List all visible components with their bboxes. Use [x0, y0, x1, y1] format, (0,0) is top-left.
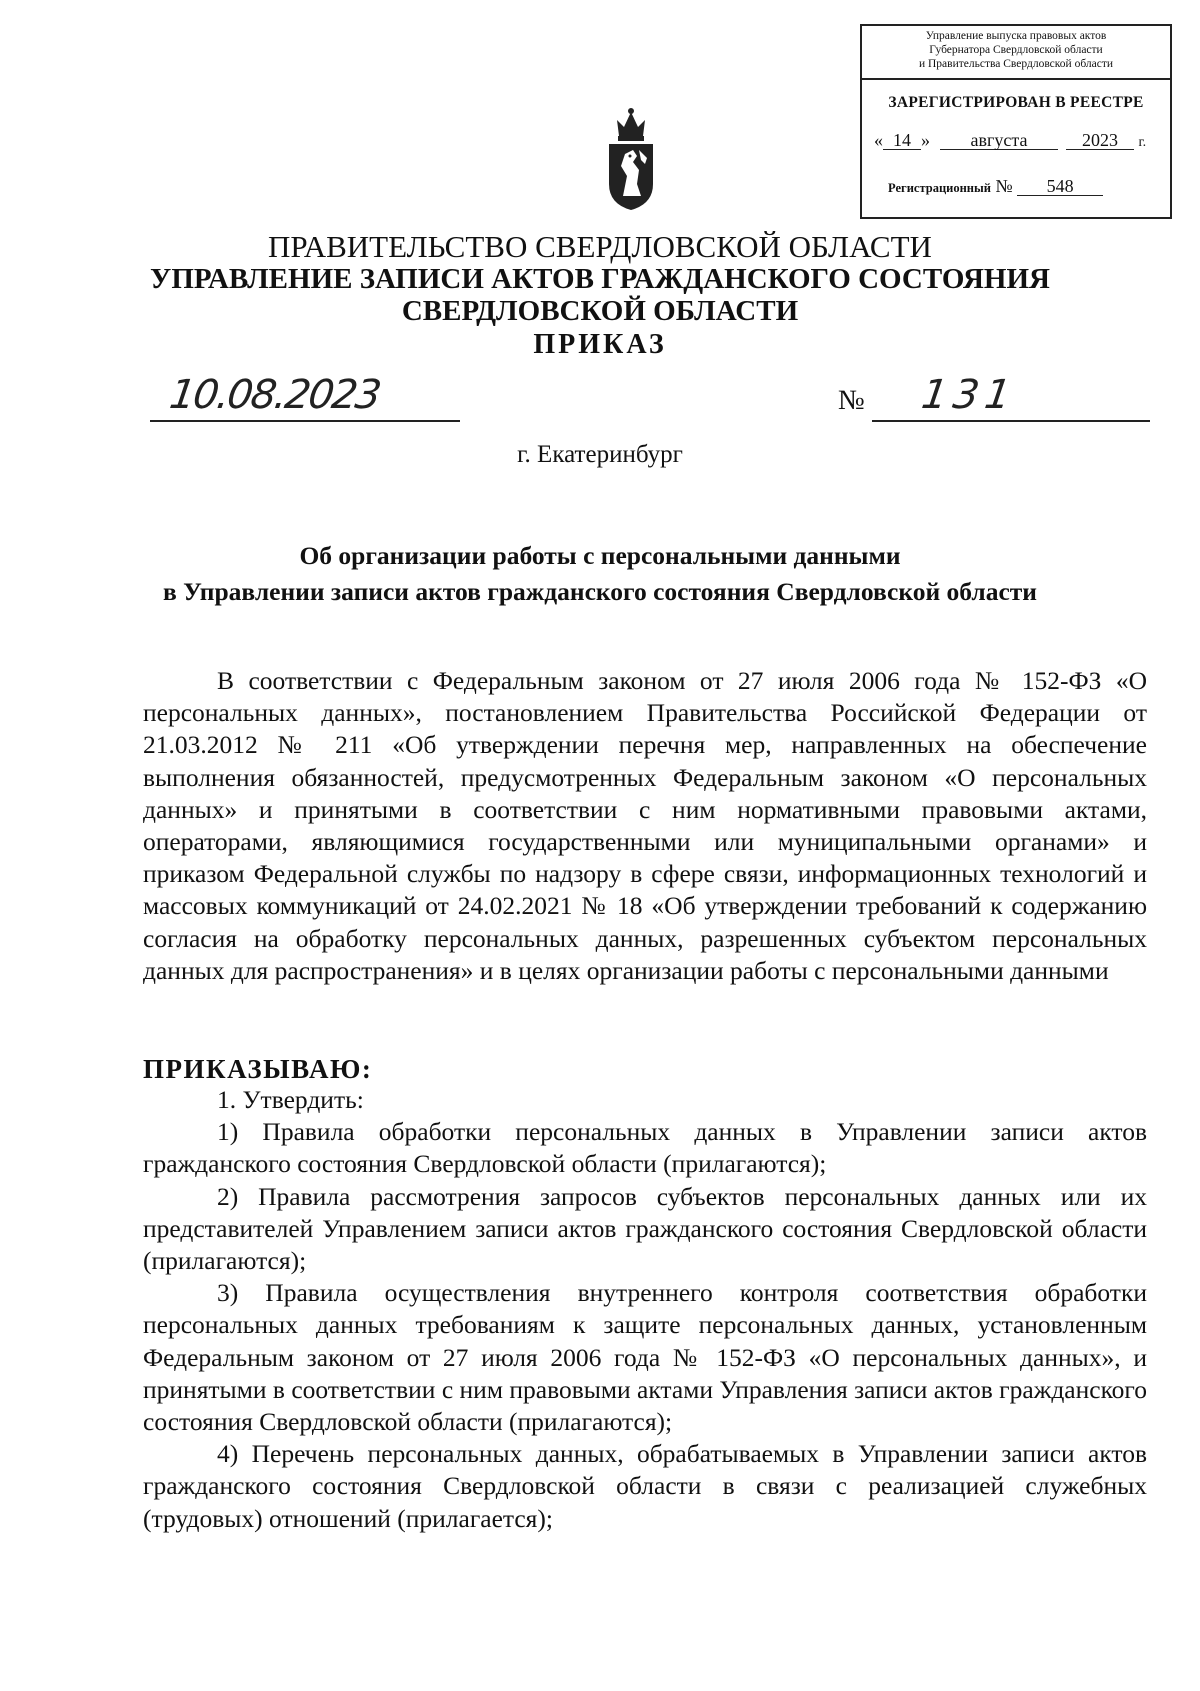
- coat-of-arms-icon: [603, 106, 659, 212]
- city: г. Екатеринбург: [517, 441, 683, 468]
- stamp-header-line: и Правительства Свердловской области: [918, 58, 1114, 70]
- stamp-header-line: Управление выпуска правовых актов: [925, 30, 1107, 42]
- order-date: 10.08.2023: [166, 372, 383, 418]
- stamp-registered-label: ЗАРЕГИСТРИРОВАН В РЕЕСТРЕ: [888, 94, 1144, 111]
- government-title: ПРАВИТЕЛЬСТВО СВЕРДЛОВСКОЙ ОБЛАСТИ: [268, 229, 932, 264]
- document-subject: [0, 538, 1200, 610]
- stamp-reg-number-row: [888, 176, 1103, 197]
- preamble-paragraph: В соответствии с Федеральным законом от 27 июля 2006 года № 152-ФЗ «О персональных данных», постановлением Правительства Российской Федерации от 21.03.2012 № 211 «Об утверждении перечня мер, направленных на обеспечение выполнения обязанностей, предусмотренных Федеральным законом «О персональных данных» и принятыми в соответствии с ним нормативными правовыми актами, операторами, являющимися государственными или муниципальными органами» и приказом Федеральной службы по надзору в сфере связи, информационных технологий и массовых коммуникаций от 24.02.2021 № 18 «Об утверждении требований к содержанию согласия на обработку персональных данных, разрешенных субъектом персональных данных для распространения» и в целях организации работы с персональными данными: [143, 666, 1147, 985]
- order-subitem: 3) Правила осуществления внутреннего контроля соответствия обработки персональных данных требованиям к защите персональных данных, установленным Федеральным законом от 27 июля 2006 года № 152-ФЗ «О персональных данных», и принятыми в соответствии с ним правовыми актами Управления записи актов гражданского состояния Свердловской области (прилагаются);: [143, 1278, 1147, 1437]
- stamp-year: 2023: [1066, 131, 1134, 150]
- stamp-month: августа: [940, 131, 1058, 150]
- stamp-reg-label: Регистрационный: [888, 181, 991, 195]
- subject-line: Об организации работы с персональными данными: [299, 541, 901, 570]
- stamp-header: [862, 26, 1170, 80]
- department-title: УПРАВЛЕНИЕ ЗАПИСИ АКТОВ ГРАЖДАНСКОГО СОСТОЯНИЯ: [150, 263, 1050, 295]
- stamp-date: « 14 » августа 2023 г.: [874, 130, 1147, 150]
- subject-line: в Управлении записи актов гражданского состояния Свердловской области: [163, 577, 1037, 606]
- stamp-day: 14: [883, 131, 921, 150]
- order-number-label: №: [838, 385, 865, 416]
- stamp-year-suffix: г.: [1138, 135, 1147, 150]
- registration-stamp: [860, 24, 1172, 219]
- order-subitem: 1) Правила обработки персональных данных в Управлении записи актов гражданского состояния Свердловской области (прилагаются);: [143, 1117, 1147, 1179]
- order-item: 1. Утвердить:: [217, 1085, 364, 1114]
- order-subitem: 4) Перечень персональных данных, обрабатываемых в Управлении записи актов гражданского состояния Свердловской области в связи с реализацией служебных (трудовых) отношений (прилагается);: [143, 1439, 1147, 1533]
- stamp-reg-no-sign: №: [995, 176, 1013, 196]
- order-number: 131: [918, 372, 1020, 418]
- stamp-reg-number: 548: [1017, 177, 1103, 196]
- stamp-header-line: Губернатора Свердловской области: [929, 44, 1103, 56]
- document-type: ПРИКАЗ: [533, 329, 667, 360]
- order-directive: ПРИКАЗЫВАЮ:: [143, 1054, 373, 1084]
- department-title-region: СВЕРДЛОВСКОЙ ОБЛАСТИ: [401, 295, 799, 327]
- order-subitem: 2) Правила рассмотрения запросов субъектов персональных данных или их представителей Управлением записи актов гражданского состояния Свердловской области (прилагаются);: [143, 1181, 1147, 1276]
- order-items: [143, 1084, 1147, 1535]
